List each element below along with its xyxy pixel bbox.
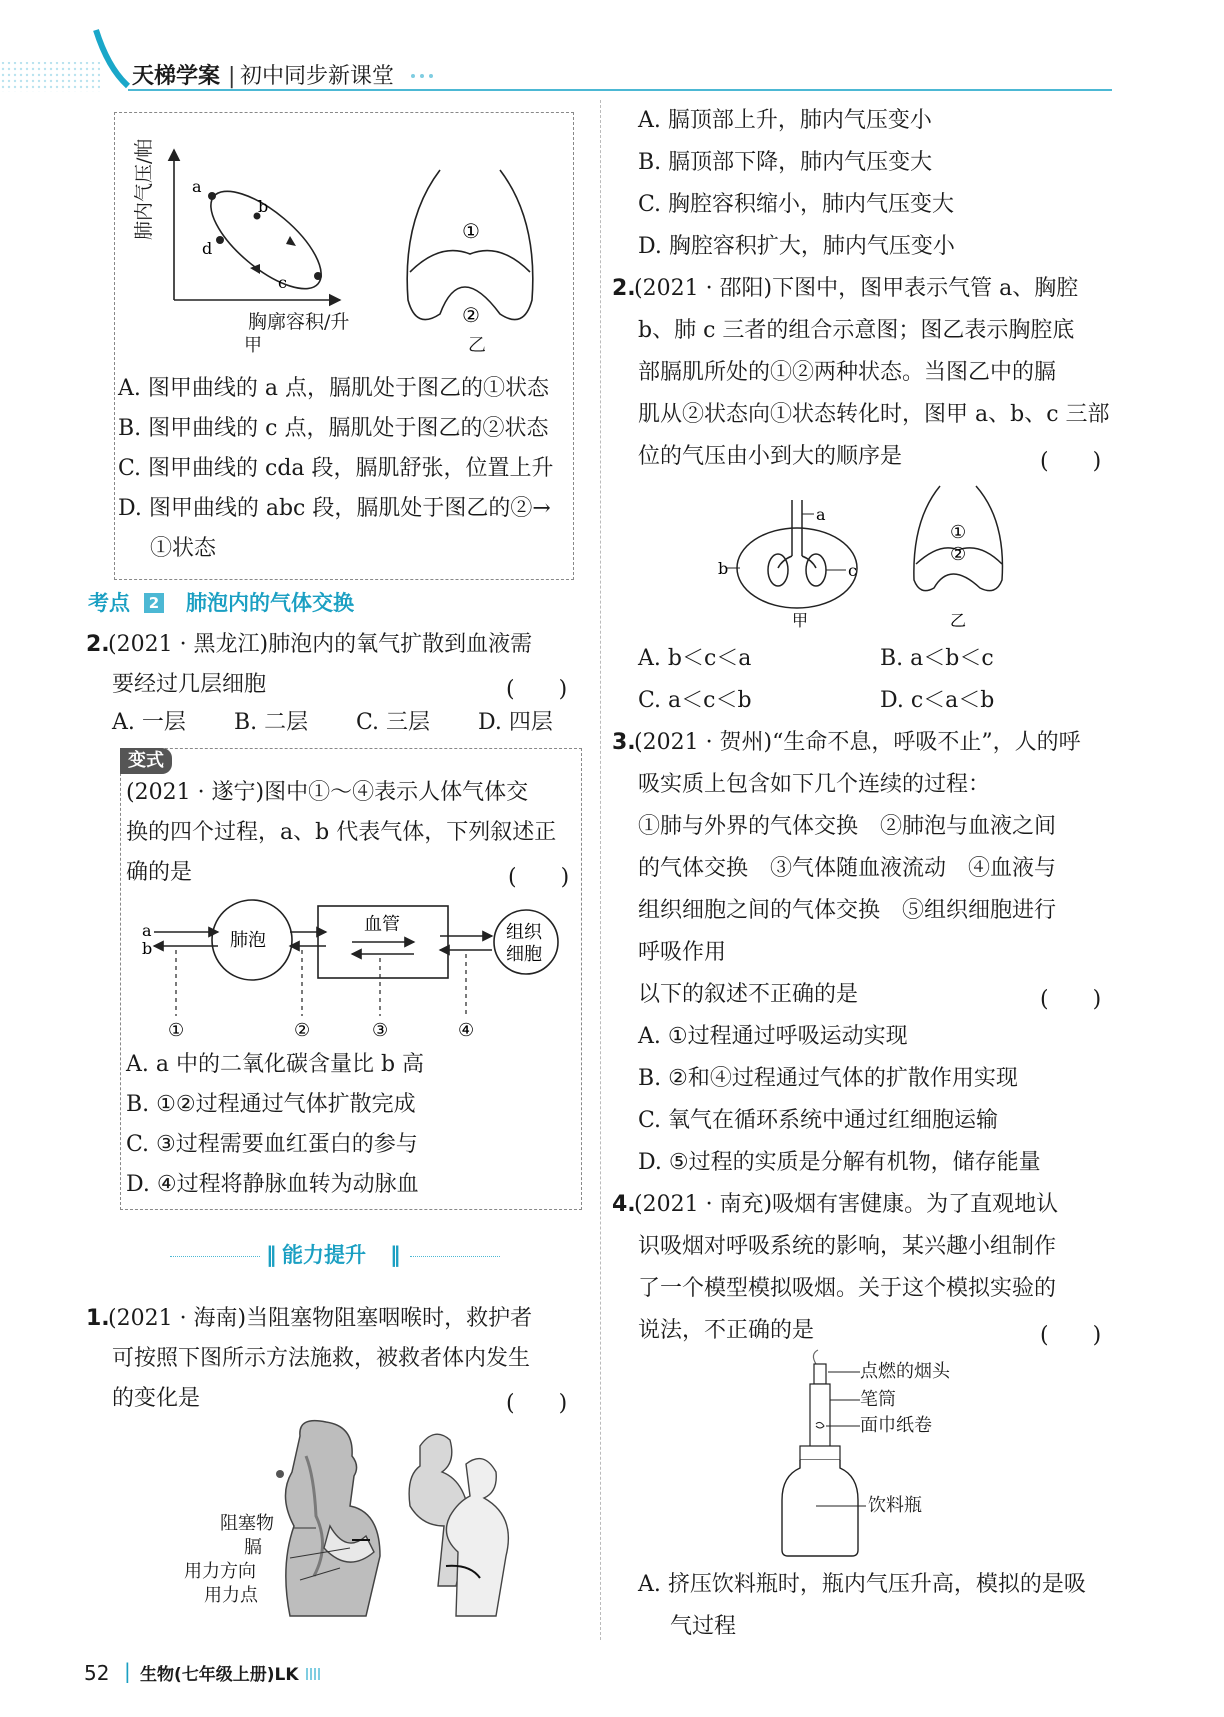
q2-line1: (2021 · 黑龙江)肺泡内的氧气扩散到血液需 [108, 632, 533, 657]
rq2-line5: 位的气压由小到大的顺序是 [638, 444, 903, 469]
rq2-line2: b、肺 c 三者的组合示意图；图乙表示胸腔底 [638, 318, 1075, 343]
section-num-badge: 2 [144, 593, 164, 613]
ability-heading [170, 1242, 500, 1272]
rq1-option-b: B. 膈顶部下降，肺内气压变大 [638, 150, 933, 175]
label-chest: b [718, 559, 729, 578]
footer-dots [306, 1668, 320, 1680]
rq4-line1: (2021 · 南充)吸烟有害健康。为了直观地认 [634, 1192, 1059, 1217]
rq2-line3: 部膈肌所处的①②两种状态。当图乙中的膈 [638, 360, 1057, 385]
rq4-answer-paren[interactable]: ( ) [1040, 1323, 1102, 1348]
label-lung: c [848, 561, 857, 580]
figure-diaphragm [400, 160, 550, 340]
variant-option-b: B. ①②过程通过气体扩散完成 [126, 1092, 416, 1117]
rq4-option-a: A. 挤压饮料瓶时，瓶内气压升高，模拟的是吸 [638, 1572, 1086, 1597]
point-a [208, 192, 216, 200]
footer-divider: | [124, 1659, 131, 1683]
heimlich-label-direction: 用力方向 [184, 1561, 256, 1582]
ability-title: 能力提升 [282, 1243, 366, 1267]
rq1-option-a: A. 膈顶部上升，肺内气压变小 [638, 108, 932, 133]
state-2: ② [462, 303, 480, 327]
rq2-answer-paren[interactable]: ( ) [1040, 449, 1102, 474]
alveolus-label: 肺泡 [230, 930, 266, 951]
caption-jia: 甲 [792, 611, 809, 630]
ability-mark-right: ‖ [390, 1243, 401, 1267]
rq2-option-c: C. a＜c＜b [638, 688, 752, 713]
state-2-label: ② [950, 544, 967, 565]
cigarette [814, 1364, 826, 1384]
gas-b: b [142, 939, 153, 958]
prev-option-b: B. 图甲曲线的 c 点，膈肌处于图乙的②状态 [118, 416, 549, 441]
ability-line-right [410, 1256, 500, 1257]
label-d: d [202, 239, 213, 258]
rq3-line4: 的气体交换 ③气体随血液流动 ④血液与 [638, 856, 1057, 881]
variant-answer-paren[interactable]: ( ) [508, 865, 570, 890]
ability-line-left [170, 1256, 260, 1257]
heimlich-label-diaphragm: 膈 [244, 1537, 262, 1558]
fig1-caption-yi: 乙 [468, 335, 486, 356]
smoke-label-bottle: 饮料瓶 [868, 1495, 922, 1516]
variant-line2: 换的四个过程，a、b 代表气体，下列叙述正 [126, 820, 557, 845]
rq3-option-a: A. ①过程通过呼吸运动实现 [638, 1024, 908, 1049]
smoke-label-cigarette: 点燃的烟头 [860, 1361, 950, 1382]
footer-subject: 生物(七年级上册)LK [140, 1665, 299, 1685]
prev-option-a: A. 图甲曲线的 a 点，膈肌处于图乙的①状态 [118, 376, 549, 401]
rq4-line2: 识吸烟对呼吸系统的影响，某兴趣小组制作 [638, 1234, 1057, 1259]
figure-trachea-lungs [720, 490, 890, 630]
variant-option-a: A. a 中的二氧化碳含量比 b 高 [126, 1052, 425, 1077]
smoke-label-tissue: 面巾纸卷 [860, 1415, 932, 1436]
brand-name: 天梯学案 [132, 64, 221, 89]
q2-option-c: C. 三层 [356, 710, 431, 735]
rq1-option-c: C. 胸腔容积缩小，肺内气压变大 [638, 192, 955, 217]
figure-gas-exchange [140, 896, 570, 1046]
prev-option-d-cont: ①状态 [150, 536, 217, 561]
prev-option-d: D. 图甲曲线的 abc 段，膈肌处于图乙的②→ [118, 496, 551, 521]
section-tag: 考点 [88, 591, 130, 615]
q2-number: 2. [86, 632, 110, 657]
process-2: ② [294, 1020, 311, 1041]
q1-line3: 的变化是 [112, 1386, 201, 1411]
rq3-line1: (2021 · 贺州)“生命不息，呼吸不止”，人的呼 [634, 730, 1081, 755]
q2-line2: 要经过几层细胞 [112, 672, 267, 697]
process-1: ① [168, 1020, 185, 1041]
rq2-option-b: B. a＜b＜c [880, 646, 994, 671]
q2-answer-paren[interactable]: ( ) [506, 677, 568, 702]
figure-heimlich [270, 1416, 570, 1626]
rq3-option-c: C. 氧气在循环系统中通过红细胞运输 [638, 1108, 999, 1133]
rq3-line6: 呼吸作用 [638, 940, 727, 965]
fig1-caption-jia: 甲 [244, 335, 262, 356]
lung-left [768, 554, 788, 586]
rq3-option-d: D. ⑤过程的实质是分解有机物，储存能量 [638, 1150, 1041, 1175]
variant-badge: 变式 [120, 748, 172, 774]
label-a: a [192, 177, 202, 196]
chest-cavity [737, 528, 857, 608]
page-number: 52 [84, 1661, 110, 1685]
rq4-line4: 说法，不正确的是 [638, 1318, 815, 1343]
state-1-label: ① [950, 522, 967, 543]
label-trachea: a [816, 505, 826, 524]
q1-line2: 可按照下图所示方法施救，被救者体内发生 [112, 1346, 531, 1371]
tissue-label-1: 组织 [506, 922, 542, 943]
gas-a: a [142, 921, 152, 940]
variant-option-c: C. ③过程需要血红蛋白的参与 [126, 1132, 418, 1157]
q1-line1: (2021 · 海南)当阻塞物阻塞咽喉时，救护者 [108, 1306, 533, 1331]
ability-mark-left: ‖ [266, 1243, 277, 1267]
q1-answer-paren[interactable]: ( ) [506, 1391, 568, 1416]
rq3-number: 3. [612, 730, 636, 755]
rq4-line3: 了一个模型模拟吸烟。关于这个模拟实验的 [638, 1276, 1057, 1301]
section-title: 肺泡内的气体交换 [186, 591, 354, 615]
point-d [216, 236, 224, 244]
vessel-label: 血管 [364, 914, 400, 935]
rq2-line4: 肌从②状态向①状态转化时，图甲 a、b、c 三部 [638, 402, 1110, 427]
rq3-answer-paren[interactable]: ( ) [1040, 987, 1102, 1012]
rq3-line7: 以下的叙述不正确的是 [638, 982, 859, 1007]
process-4: ④ [458, 1020, 475, 1041]
lung-right [806, 554, 826, 586]
process-3: ③ [372, 1020, 389, 1041]
rq2-option-d: D. c＜a＜b [880, 688, 995, 713]
bottle-cap [800, 1446, 840, 1460]
label-c: c [278, 273, 287, 292]
rq4-option-a-cont: 气过程 [670, 1614, 737, 1639]
q2-option-d: D. 四层 [478, 710, 553, 735]
fig1-ylabel: 肺内气压/帕 [133, 138, 155, 240]
rq2-number: 2. [612, 276, 636, 301]
variant-option-d: D. ④过程将静脉血转为动脉血 [126, 1172, 419, 1197]
rq3-line2: 吸实质上包含如下几个连续的过程： [638, 772, 991, 797]
header-divider: | [228, 64, 236, 89]
caption-yi: 乙 [950, 611, 967, 630]
series-name: 初中同步新课堂 [240, 64, 395, 89]
label-b: b [258, 197, 269, 216]
tissue-label-2: 细胞 [506, 944, 542, 965]
rq1-option-d: D. 胸腔容积扩大，肺内气压变小 [638, 234, 955, 259]
q1-number: 1. [86, 1306, 110, 1331]
rq4-number: 4. [612, 1192, 636, 1217]
header [0, 0, 1224, 100]
heimlich-label-point: 用力点 [204, 1585, 258, 1606]
figure-diaphragm-states [910, 480, 1020, 630]
rq2-option-a: A. b＜c＜a [638, 646, 752, 671]
prev-option-c: C. 图甲曲线的 cda 段，膈肌舒张，位置上升 [118, 456, 554, 481]
state-1: ① [462, 219, 480, 243]
drink-bottle [782, 1460, 858, 1556]
rq2-line1: (2021 · 邵阳)下图中，图甲表示气管 a、胸腔 [634, 276, 1079, 301]
rq3-line5: 组织细胞之间的气体交换 ⑤组织细胞进行 [638, 898, 1057, 923]
q2-option-a: A. 一层 [112, 710, 186, 735]
variant-line3: 确的是 [126, 860, 193, 885]
smoke-label-pen: 笔筒 [860, 1389, 896, 1410]
heimlich-label-obstruction: 阻塞物 [220, 1513, 274, 1534]
variant-line1: (2021 · 遂宁)图中①～④表示人体气体交 [126, 780, 529, 805]
rq3-line3: ①肺与外界的气体交换 ②肺泡与血液之间 [638, 814, 1057, 839]
q2-option-b: B. 二层 [234, 710, 309, 735]
rq3-option-b: B. ②和④过程通过气体的扩散作用实现 [638, 1066, 1018, 1091]
point-c [314, 272, 322, 280]
column-divider [600, 100, 601, 1640]
fig1-xlabel: 胸廓容积/升 [248, 311, 350, 333]
